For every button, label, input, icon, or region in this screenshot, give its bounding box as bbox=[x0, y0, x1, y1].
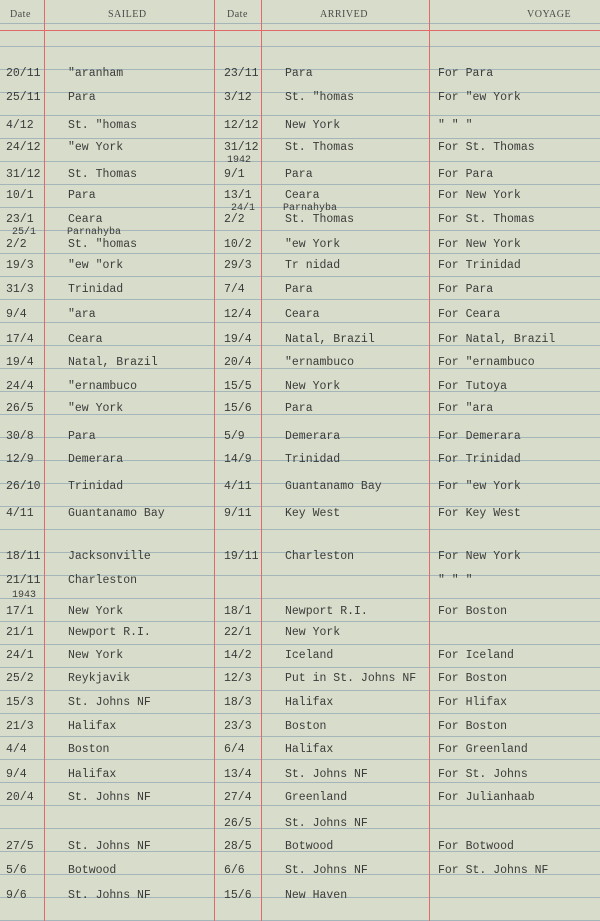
voyage-destination: For St. Johns bbox=[438, 768, 528, 781]
sailed-date: 26/5 bbox=[6, 402, 34, 415]
arrived-date: 18/3 bbox=[224, 696, 252, 709]
voyage-destination: For "ew York bbox=[438, 91, 521, 104]
sailed-date: 27/5 bbox=[6, 840, 34, 853]
arrived-date: 13/4 bbox=[224, 768, 252, 781]
voyage-destination: For New York bbox=[438, 189, 521, 202]
sailed-date: 12/9 bbox=[6, 453, 34, 466]
arrived-date: 5/9 bbox=[224, 430, 245, 443]
voyage-destination: " " " bbox=[438, 574, 473, 587]
sailed-port: Demerara bbox=[68, 453, 124, 466]
sailed-port: New York bbox=[68, 605, 124, 618]
arrived-date: 19/4 bbox=[224, 333, 252, 346]
arrived-date: 6/4 bbox=[224, 743, 245, 756]
sailed-date: 24/1 bbox=[6, 649, 34, 662]
header-rule bbox=[0, 30, 600, 31]
arrived-port: Key West bbox=[285, 507, 341, 520]
extra-arrival-date: 24/1 bbox=[231, 203, 256, 214]
header-sailed: SAILED bbox=[108, 9, 147, 20]
arrived-date: 18/1 bbox=[224, 605, 252, 618]
ledger-column-rule bbox=[44, 0, 45, 921]
voyage-destination: For Julianhaab bbox=[438, 791, 535, 804]
sailed-port: Para bbox=[68, 189, 96, 202]
sailed-port: Para bbox=[68, 91, 96, 104]
sailed-date: 9/4 bbox=[6, 308, 27, 321]
sailed-date: 23/1 bbox=[6, 213, 34, 226]
sailed-date: 25/11 bbox=[6, 91, 41, 104]
arrived-date: 4/11 bbox=[224, 480, 252, 493]
voyage-destination: For "ara bbox=[438, 402, 494, 415]
voyage-destination: For New York bbox=[438, 550, 521, 563]
voyage-destination: For Ceara bbox=[438, 308, 501, 321]
arrived-date: 31/12 bbox=[224, 141, 259, 154]
voyage-destination: For New York bbox=[438, 238, 521, 251]
sailed-date: 9/6 bbox=[6, 889, 27, 902]
arrived-port: Put in St. Johns NF bbox=[285, 672, 417, 685]
sailed-port: St. Thomas bbox=[68, 168, 138, 181]
arrived-port: New York bbox=[285, 119, 341, 132]
arrived-date: 15/6 bbox=[224, 889, 252, 902]
sailed-date: 24/12 bbox=[6, 141, 41, 154]
sailed-date: 2/2 bbox=[6, 238, 27, 251]
voyage-destination: For Tutoya bbox=[438, 380, 508, 393]
voyage-destination: For St. Johns NF bbox=[438, 864, 549, 877]
ledger-column-rule bbox=[214, 0, 215, 921]
sailed-port: St. Johns NF bbox=[68, 791, 151, 804]
sailed-port: Botwood bbox=[68, 864, 117, 877]
sailed-date: 5/6 bbox=[6, 864, 27, 877]
sailed-date: 31/3 bbox=[6, 283, 34, 296]
arrived-port: Halifax bbox=[285, 696, 334, 709]
year-note: 1942 bbox=[227, 155, 252, 166]
arrived-date: 19/11 bbox=[224, 550, 259, 563]
sailed-port: "ernambuco bbox=[68, 380, 138, 393]
arrived-date: 6/6 bbox=[224, 864, 245, 877]
voyage-destination: For "ew York bbox=[438, 480, 521, 493]
arrived-port: St. Thomas bbox=[285, 141, 355, 154]
voyage-destination: For Botwood bbox=[438, 840, 514, 853]
sailed-date: 21/11 bbox=[6, 574, 41, 587]
sailed-port: St. "homas bbox=[68, 119, 138, 132]
sailed-port: Trinidad bbox=[68, 480, 124, 493]
voyage-destination: For Para bbox=[438, 168, 494, 181]
arrived-date: 15/6 bbox=[224, 402, 252, 415]
arrived-date: 12/4 bbox=[224, 308, 252, 321]
arrived-date: 13/1 bbox=[224, 189, 252, 202]
arrived-port: "ernambuco bbox=[285, 356, 355, 369]
voyage-destination: For Trinidad bbox=[438, 453, 521, 466]
sailed-port: Ceara bbox=[68, 213, 103, 226]
arrived-date: 12/12 bbox=[224, 119, 259, 132]
header-date-arrived: Date bbox=[227, 9, 248, 20]
sailed-date: 4/4 bbox=[6, 743, 27, 756]
arrived-port: Greenland bbox=[285, 791, 348, 804]
voyage-destination: For St. Thomas bbox=[438, 141, 535, 154]
voyage-destination: For Para bbox=[438, 283, 494, 296]
sailed-port: "ew York bbox=[68, 141, 124, 154]
header-arrived: ARRIVED bbox=[320, 9, 368, 20]
arrived-date: 23/11 bbox=[224, 67, 259, 80]
voyage-destination: For Trinidad bbox=[438, 259, 521, 272]
voyage-destination: For Para bbox=[438, 67, 494, 80]
arrived-port: New York bbox=[285, 380, 341, 393]
arrived-port: St. Thomas bbox=[285, 213, 355, 226]
arrived-date: 22/1 bbox=[224, 626, 252, 639]
arrived-port: Charleston bbox=[285, 550, 355, 563]
sailed-date: 21/1 bbox=[6, 626, 34, 639]
arrived-date: 2/2 bbox=[224, 213, 245, 226]
arrived-port: Demerara bbox=[285, 430, 341, 443]
arrived-port: Boston bbox=[285, 720, 327, 733]
sailed-port: St. Johns NF bbox=[68, 696, 151, 709]
sailed-port: "aranham bbox=[68, 67, 124, 80]
arrived-port: St. Johns NF bbox=[285, 864, 368, 877]
arrived-port: Guantanamo Bay bbox=[285, 480, 382, 493]
arrived-port: Para bbox=[285, 283, 313, 296]
arrived-date: 23/3 bbox=[224, 720, 252, 733]
extra-arrival-place: Parnahyba bbox=[283, 203, 338, 214]
arrived-port: St. "homas bbox=[285, 91, 355, 104]
sailed-port: Ceara bbox=[68, 333, 103, 346]
arrived-date: 10/2 bbox=[224, 238, 252, 251]
arrived-date: 3/12 bbox=[224, 91, 252, 104]
arrived-date: 14/2 bbox=[224, 649, 252, 662]
sailed-date: 24/4 bbox=[6, 380, 34, 393]
sailed-date: 31/12 bbox=[6, 168, 41, 181]
sailed-date: 20/4 bbox=[6, 791, 34, 804]
sailed-port: "ew York bbox=[68, 402, 124, 415]
sailed-port: "ew "ork bbox=[68, 259, 124, 272]
sailed-date: 10/1 bbox=[6, 189, 34, 202]
extra-sailed-place: Parnahyba bbox=[67, 227, 122, 238]
sailed-date: 15/3 bbox=[6, 696, 34, 709]
voyage-destination: For Greenland bbox=[438, 743, 528, 756]
sailed-date: 19/4 bbox=[6, 356, 34, 369]
sailed-date: 17/1 bbox=[6, 605, 34, 618]
voyage-destination: For Demerara bbox=[438, 430, 521, 443]
sailed-date: 20/11 bbox=[6, 67, 41, 80]
extra-sailed-date: 25/1 bbox=[12, 227, 37, 238]
arrived-date: 15/5 bbox=[224, 380, 252, 393]
arrived-port: "ew York bbox=[285, 238, 341, 251]
arrived-date: 14/9 bbox=[224, 453, 252, 466]
sailed-port: Halifax bbox=[68, 720, 117, 733]
arrived-port: Para bbox=[285, 402, 313, 415]
sailed-port: Natal, Brazil bbox=[68, 356, 158, 369]
sailed-date: 4/12 bbox=[6, 119, 34, 132]
arrived-port: Halifax bbox=[285, 743, 334, 756]
sailed-date: 30/8 bbox=[6, 430, 34, 443]
arrived-date: 12/3 bbox=[224, 672, 252, 685]
header-voyage: VOYAGE bbox=[527, 9, 572, 20]
sailed-port: St. Johns NF bbox=[68, 840, 151, 853]
year-note: 1943 bbox=[12, 590, 37, 601]
arrived-port: Newport R.I. bbox=[285, 605, 368, 618]
arrived-port: Tr nidad bbox=[285, 259, 341, 272]
sailed-date: 25/2 bbox=[6, 672, 34, 685]
arrived-port: St. Johns NF bbox=[285, 768, 368, 781]
arrived-date: 9/1 bbox=[224, 168, 245, 181]
sailed-port: St. Johns NF bbox=[68, 889, 151, 902]
voyage-destination: For Key West bbox=[438, 507, 521, 520]
voyage-destination: " " " bbox=[438, 119, 473, 132]
sailed-date: 26/10 bbox=[6, 480, 41, 493]
sailed-date: 4/11 bbox=[6, 507, 34, 520]
arrived-port: Botwood bbox=[285, 840, 334, 853]
arrived-port: Natal, Brazil bbox=[285, 333, 375, 346]
arrived-port: Iceland bbox=[285, 649, 334, 662]
arrived-date: 29/3 bbox=[224, 259, 252, 272]
arrived-date: 26/5 bbox=[224, 817, 252, 830]
header-date-sailed: Date bbox=[10, 9, 31, 20]
arrived-port: Para bbox=[285, 67, 313, 80]
sailed-port: Reykjavik bbox=[68, 672, 131, 685]
arrived-port: St. Johns NF bbox=[285, 817, 368, 830]
sailed-date: 19/3 bbox=[6, 259, 34, 272]
arrived-port: New York bbox=[285, 626, 341, 639]
voyage-destination: For Boston bbox=[438, 720, 508, 733]
arrived-port: Trinidad bbox=[285, 453, 341, 466]
sailed-date: 18/11 bbox=[6, 550, 41, 563]
voyage-destination: For Iceland bbox=[438, 649, 514, 662]
arrived-date: 27/4 bbox=[224, 791, 252, 804]
sailed-port: Boston bbox=[68, 743, 110, 756]
arrived-date: 28/5 bbox=[224, 840, 252, 853]
sailed-port: Halifax bbox=[68, 768, 117, 781]
voyage-destination: For Boston bbox=[438, 672, 508, 685]
arrived-date: 7/4 bbox=[224, 283, 245, 296]
ledger-column-rule bbox=[261, 0, 262, 921]
ledger-column-rule bbox=[429, 0, 430, 921]
sailed-port: Newport R.I. bbox=[68, 626, 151, 639]
arrived-date: 20/4 bbox=[224, 356, 252, 369]
sailed-date: 21/3 bbox=[6, 720, 34, 733]
voyage-destination: For "ernambuco bbox=[438, 356, 535, 369]
sailed-port: St. "homas bbox=[68, 238, 138, 251]
voyage-destination: For Boston bbox=[438, 605, 508, 618]
sailed-port: Jacksonville bbox=[68, 550, 151, 563]
arrived-port: New Haven bbox=[285, 889, 348, 902]
arrived-port: Ceara bbox=[285, 189, 320, 202]
voyage-destination: For Natal, Brazil bbox=[438, 333, 556, 346]
sailed-date: 17/4 bbox=[6, 333, 34, 346]
sailed-port: Charleston bbox=[68, 574, 138, 587]
sailed-date: 9/4 bbox=[6, 768, 27, 781]
sailed-port: Para bbox=[68, 430, 96, 443]
voyage-destination: For St. Thomas bbox=[438, 213, 535, 226]
arrived-port: Ceara bbox=[285, 308, 320, 321]
arrived-port: Para bbox=[285, 168, 313, 181]
sailed-port: Trinidad bbox=[68, 283, 124, 296]
sailed-port: "ara bbox=[68, 308, 96, 321]
sailed-port: New York bbox=[68, 649, 124, 662]
sailed-port: Guantanamo Bay bbox=[68, 507, 165, 520]
voyage-destination: For Hlifax bbox=[438, 696, 508, 709]
arrived-date: 9/11 bbox=[224, 507, 252, 520]
